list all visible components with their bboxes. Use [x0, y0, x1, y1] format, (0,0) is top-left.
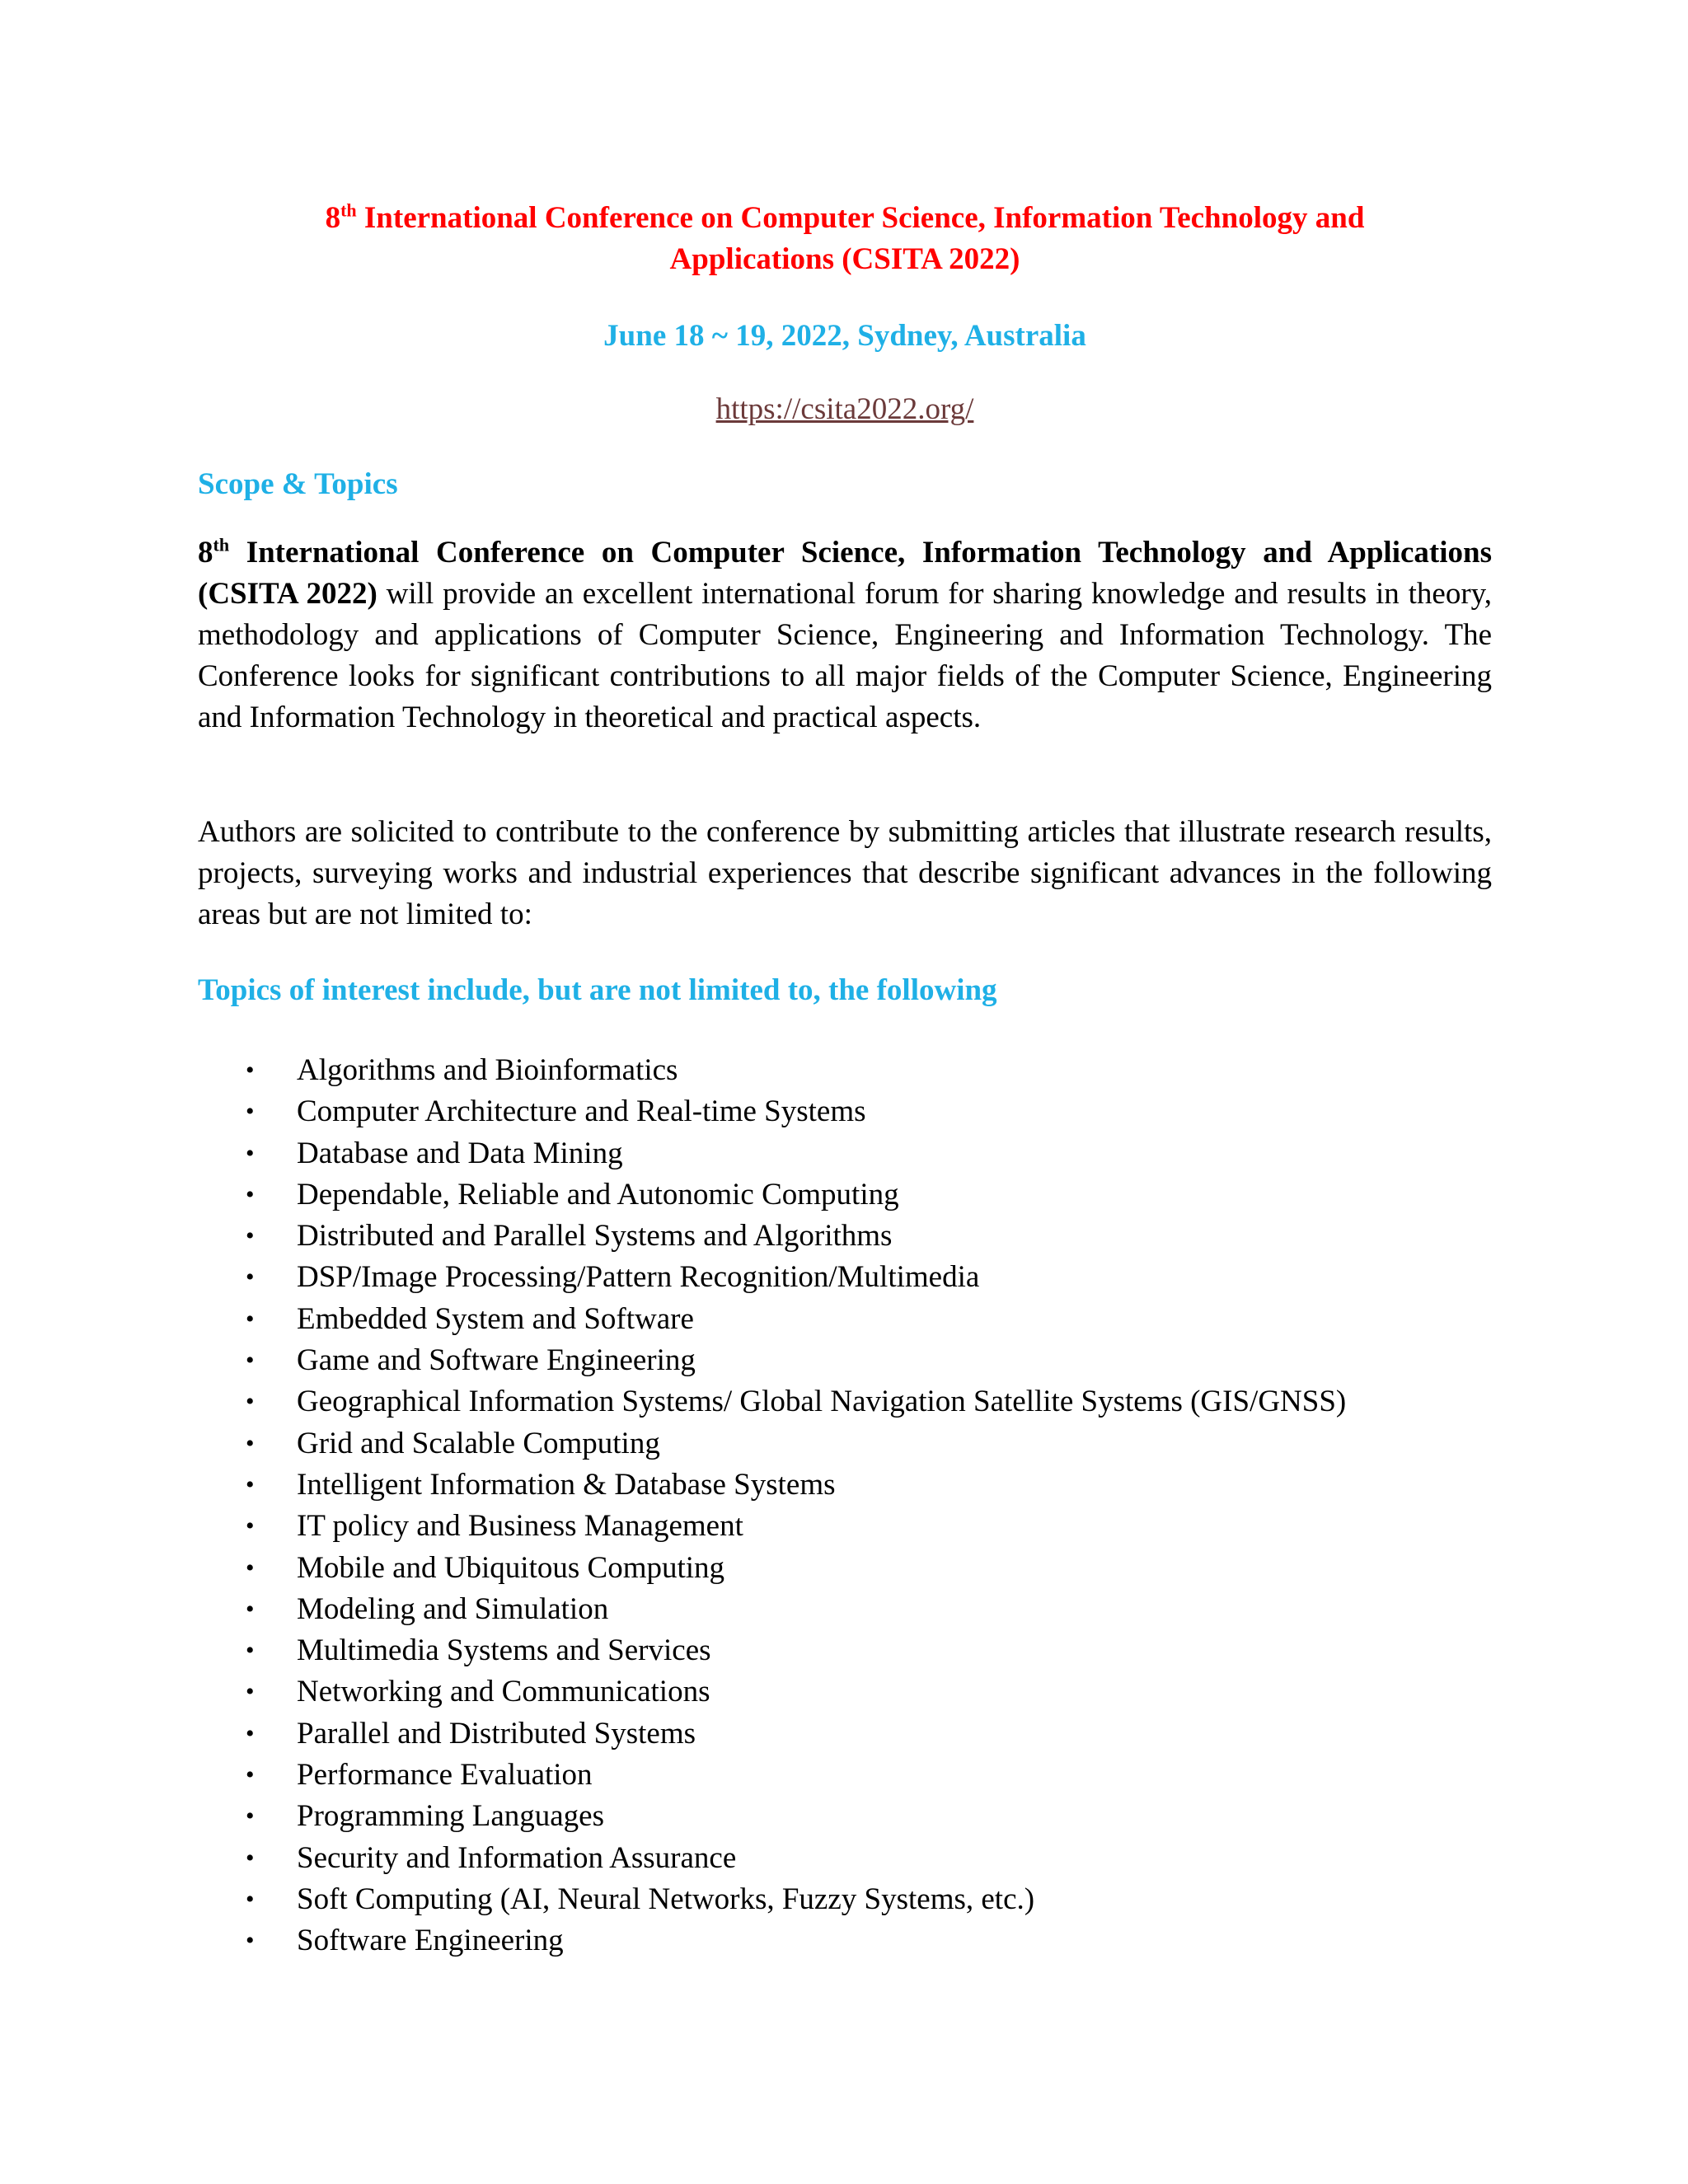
topic-label: Software Engineering	[297, 1924, 564, 1958]
bullet-icon: •	[246, 1222, 255, 1250]
topic-item	[198, 1589, 1492, 1630]
title-line1: International Conference on Computer Science, Information Technology and	[356, 201, 1365, 235]
topic-label: Multimedia Systems and Services	[297, 1633, 711, 1668]
topic-item	[198, 1216, 1492, 1257]
bullet-icon: •	[246, 1512, 255, 1540]
topic-label: Networking and Communications	[297, 1675, 710, 1709]
topic-label: Embedded System and Software	[297, 1301, 694, 1336]
topic-item	[198, 1174, 1492, 1216]
topics-heading: Topics of interest include, but are not limited to, the following	[198, 973, 997, 1007]
bullet-icon: •	[246, 1719, 255, 1747]
bullet-icon: •	[246, 1761, 255, 1789]
bullet-icon: •	[246, 1139, 255, 1167]
topic-label: Security and Information Assurance	[297, 1840, 737, 1875]
topic-label: Soft Computing (AI, Neural Networks, Fuzzy Systems, etc.)	[297, 1882, 1035, 1916]
bullet-icon: •	[246, 1802, 255, 1830]
conference-date-location: June 18 ~ 19, 2022, Sydney, Australia	[603, 319, 1086, 353]
bullet-icon: •	[246, 1554, 255, 1582]
topic-label: Geographical Information Systems/ Global Navigation Satellite Systems (GIS/GNSS)	[297, 1385, 1347, 1419]
bullet-icon: •	[246, 1927, 255, 1955]
topic-label: Programming Languages	[297, 1799, 604, 1834]
topic-label: Performance Evaluation	[297, 1758, 593, 1793]
topic-item	[198, 1548, 1492, 1589]
topic-label: IT policy and Business Management	[297, 1509, 743, 1544]
scope-conference-name: International Conference on Computer Science, Information Technology and Applications (CSITA 2022)	[198, 536, 1492, 611]
topic-item	[198, 1879, 1492, 1920]
conference-website-link[interactable]: https://csita2022.org/	[715, 392, 974, 426]
topic-label: Dependable, Reliable and Autonomic Computing	[297, 1177, 899, 1212]
authors-paragraph: Authors are solicited to contribute to the conference by submitting articles that illustrate research results, projects, surveying works and industrial experiences that describe significant advances in the following areas but are not limited to:	[198, 815, 1492, 931]
topic-item	[198, 1671, 1492, 1713]
scope-paragraph-text: will provide an excellent international forum for sharing knowledge and results in theory, methodology and applications of Computer Science, Engineering and Information Technology. The Conference looks for significant contributions to all major fields of the Computer Science, Engineering and Information Technology in theoretical and practical aspects.	[198, 577, 1492, 734]
topic-item	[198, 1423, 1492, 1465]
title-line2: Applications (CSITA 2022)	[669, 242, 1020, 276]
bullet-icon: •	[246, 1388, 255, 1416]
topic-item	[198, 1838, 1492, 1879]
topic-label: Database and Data Mining	[297, 1136, 623, 1170]
title-ordinal: 8	[325, 201, 341, 235]
bullet-icon: •	[246, 1637, 255, 1665]
topic-label: Computer Architecture and Real-time Systems	[297, 1094, 866, 1129]
bullet-icon: •	[246, 1305, 255, 1333]
topic-item	[198, 1091, 1492, 1132]
topic-item	[198, 1630, 1492, 1671]
title-ordinal-suffix: th	[340, 199, 357, 221]
bullet-icon: •	[246, 1347, 255, 1375]
topics-list	[198, 1050, 1492, 1962]
topic-item	[198, 1050, 1492, 1091]
bullet-icon: •	[246, 1057, 255, 1084]
topic-item	[198, 1340, 1492, 1381]
topic-label: Grid and Scalable Computing	[297, 1426, 660, 1460]
bullet-icon: •	[246, 1180, 255, 1208]
topic-item	[198, 1796, 1492, 1837]
scope-paragraph	[198, 532, 1492, 738]
topic-item	[198, 1755, 1492, 1796]
topic-item	[198, 1381, 1492, 1422]
topic-item	[198, 1713, 1492, 1755]
topic-item	[198, 1299, 1492, 1340]
conference-url-line	[198, 389, 1492, 430]
topic-item	[198, 1465, 1492, 1506]
topic-item	[198, 1133, 1492, 1174]
topic-label: Game and Software Engineering	[297, 1343, 696, 1378]
bullet-icon: •	[246, 1595, 255, 1623]
bullet-icon: •	[246, 1885, 255, 1913]
topic-label: Modeling and Simulation	[297, 1591, 609, 1626]
bullet-icon: •	[246, 1844, 255, 1872]
topic-label: DSP/Image Processing/Pattern Recognition/Multimedia	[297, 1260, 980, 1295]
topic-label: Parallel and Distributed Systems	[297, 1716, 696, 1750]
bullet-icon: •	[246, 1470, 255, 1498]
bullet-icon: •	[246, 1263, 255, 1291]
conference-title	[198, 198, 1492, 280]
topic-label: Intelligent Information & Database Systems	[297, 1467, 836, 1502]
topic-label: Distributed and Parallel Systems and Algorithms	[297, 1219, 893, 1254]
scope-ordinal: 8	[198, 536, 213, 569]
topic-item	[198, 1506, 1492, 1547]
topic-item	[198, 1920, 1492, 1961]
bullet-icon: •	[246, 1678, 255, 1706]
scope-ordinal-suffix: th	[213, 534, 230, 555]
topic-label: Mobile and Ubiquitous Computing	[297, 1550, 725, 1585]
scope-heading: Scope & Topics	[198, 467, 398, 501]
topic-label: Algorithms and Bioinformatics	[297, 1053, 678, 1087]
bullet-icon: •	[246, 1098, 255, 1126]
bullet-icon: •	[246, 1429, 255, 1457]
topic-item	[198, 1257, 1492, 1298]
